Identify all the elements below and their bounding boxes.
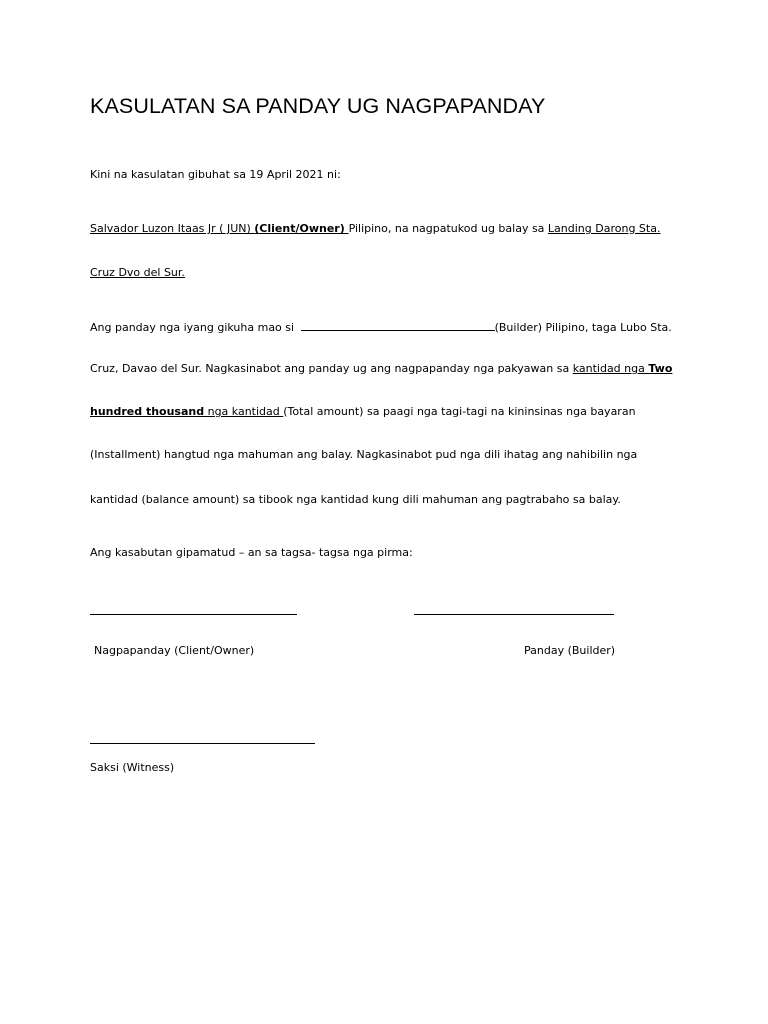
document-title: KASULATAN SA PANDAY UG NAGPAPANDAY [90,94,546,118]
builder-signature-line [414,614,614,615]
builder-name-blank [301,318,495,331]
owner-signature-label: Nagpapanday (Client/Owner) [94,644,255,657]
owner-name: Salvador Luzon Itaas Jr ( JUN) [90,222,255,235]
owner-location-line [90,265,185,281]
builder-signature-label: Panday (Builder) [524,644,616,657]
agreement-line: Ang kasabutan gipamatud – an sa tagsa- tagsa nga pirma: [90,546,413,559]
owner-signature-line [90,614,297,615]
builder-line-4: (Installment) hangtud nga mahuman ang balay. Nagkasinabot pud nga dili ihatag ang nahibilin nga [90,448,638,461]
owner-location-2: Cruz Dvo del Sur. [90,266,185,279]
builder-text-1: Ang panday nga iyang gikuha mao si [90,321,298,334]
builder-line-5: kantidad (balance amount) sa tibook nga kantidad kung dili mahuman ang pagtrabaho sa balay. [90,493,621,506]
witness-signature-label: Saksi (Witness) [90,761,175,774]
witness-signature-line [90,743,315,744]
amount-words-2: hundred thousand [90,405,205,418]
amount-label: kantidad nga [572,362,649,375]
owner-location-1: Landing Darong Sta. [547,222,661,235]
builder-line-2 [90,361,672,377]
owner-line [90,221,660,237]
builder-text-4: (Total amount) sa paagi nga tagi-tagi na kininsinas nga bayaran [283,405,636,418]
amount-suffix: nga kantidad [204,405,284,418]
owner-role: (Client/Owner) [254,222,349,235]
intro-line: Kini na kasulatan gibuhat sa 19 April 2021 ni: [90,168,341,181]
builder-line-3 [90,404,636,420]
owner-desc: Pilipino, na nagpatukod ug balay sa [348,222,548,235]
builder-text-3: Cruz, Davao del Sur. Nagkasinabot ang panday ug ang nagpapanday nga pakyawan sa [90,362,573,375]
amount-words-1: Two [648,362,673,375]
builder-line-1 [90,318,672,336]
builder-text-2: (Builder) Pilipino, taga Lubo Sta. [494,321,672,334]
